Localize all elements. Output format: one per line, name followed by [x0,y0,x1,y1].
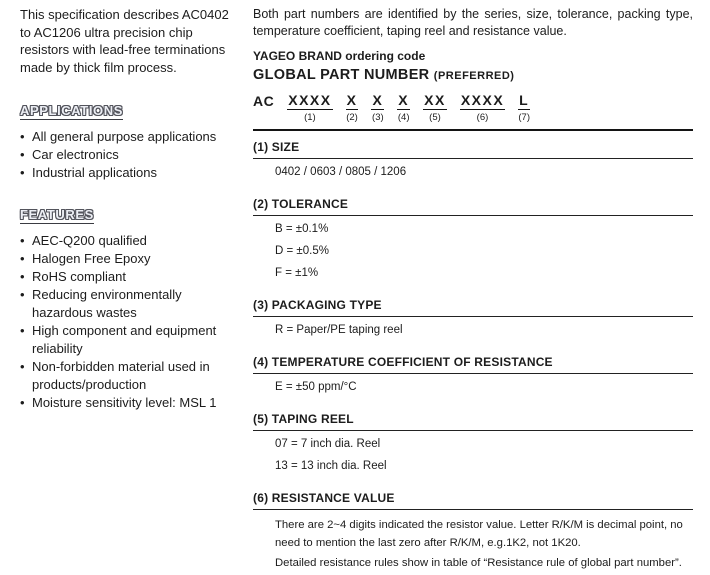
section-tolerance [253,197,693,289]
bullet-icon: • [20,323,25,338]
list-item [20,250,240,268]
section-body [253,159,693,188]
section-title: (2) TOLERANCE [253,197,693,216]
bullet-icon: • [20,395,25,410]
segment-index: (1) [304,112,316,123]
list-item [20,286,240,322]
list-item-text: All general purpose applications [32,129,217,144]
section-size [253,140,693,188]
list-item-text: Moisture sensitivity level: MSL 1 [32,395,217,410]
bullet-icon: • [20,359,25,374]
part-code-prefix: AC [253,93,275,109]
part-code-segment [371,93,384,123]
segment-index: (4) [397,112,410,123]
features-section [20,206,240,412]
segment-index: (2) [346,112,358,123]
section-body [253,374,693,403]
part-number-code [253,93,693,123]
section-line: There are 2~4 digits indicated the resistor value. Letter R/K/M is decimal point, no need to mention the last zero after R/K/M, e.g.1K2, not 1K20. [275,519,683,549]
segment-code: XXXX [288,92,332,108]
list-item [20,128,240,146]
segment-index: (6) [476,112,489,123]
list-item [20,358,240,394]
section-temperature-coefficient [253,355,693,403]
segment-index: (5) [429,112,441,123]
list-item [20,232,240,250]
section-line: 07 = 7 inch dia. Reel [275,438,381,450]
section-title: (3) PACKAGING TYPE [253,298,693,317]
section-body [253,431,693,482]
list-item-text: Car electronics [32,147,119,162]
list-item [20,394,240,412]
features-list [20,232,240,412]
bullet-icon: • [20,251,25,266]
segment-code: X [346,92,358,108]
preferred-label: (PREFERRED) [433,70,515,82]
list-item-text: AEC-Q200 qualified [32,233,147,248]
section-resistance-value [253,491,693,575]
section-taping-reel [253,412,693,482]
list-item [20,322,240,358]
list-item-text: High component and equipment reliability [32,323,217,356]
applications-heading: APPLICATIONS [20,103,124,118]
ordering-intro-paragraph: Both part numbers are identified by the series, size, tolerance, packing type, temperature coefficient, taping reel and resistance value. [253,7,693,38]
bullet-icon: • [20,147,25,162]
section-packaging-type [253,298,693,346]
list-item-text: Reducing environmentally hazardous wastes [32,287,182,320]
section-body [253,510,693,575]
applications-section [20,102,240,182]
bullet-icon: • [20,233,25,248]
segment-code: XXXX [460,92,505,108]
section-line: Detailed resistance rules show in table of “Resistance rule of global part number”. [275,557,682,569]
section-line: D = ±0.5% [275,245,329,257]
global-part-number-heading [253,67,693,83]
applications-list [20,128,240,182]
right-column [253,6,693,575]
global-part-number-text: GLOBAL PART NUMBER [253,67,430,83]
list-item-text: RoHS compliant [32,269,126,284]
section-title: (4) TEMPERATURE COEFFICIENT OF RESISTANCE [253,355,693,374]
yageo-brand-ordering-code-label: YAGEO BRAND ordering code [253,49,426,63]
segment-index: (3) [372,112,384,123]
section-line: F = ±1% [275,267,319,279]
section-line: 0402 / 0603 / 0805 / 1206 [275,166,407,178]
list-item [20,146,240,164]
section-body [253,216,693,289]
bullet-icon: • [20,129,25,144]
segment-code: XX [424,92,446,108]
part-code-segment [460,93,505,123]
list-item-text: Halogen Free Epoxy [32,251,151,266]
section-line: R = Paper/PE taping reel [275,324,403,336]
bullet-icon: • [20,165,25,180]
segment-index: (7) [518,112,531,123]
list-item-text: Industrial applications [32,165,158,180]
part-code-segment [397,93,410,123]
section-title: (5) TAPING REEL [253,412,693,431]
list-item [20,268,240,286]
section-line: B = ±0.1% [275,223,329,235]
part-code-segment [287,93,332,123]
segment-code: X [372,92,384,108]
segment-code: L [519,92,530,108]
part-code-segment [518,93,530,123]
section-title: (1) SIZE [253,140,693,159]
section-line: E = ±50 ppm/°C [275,381,357,393]
features-heading: FEATURES [20,207,94,222]
section-body [253,317,693,346]
section-line: 13 = 13 inch dia. Reel [275,460,387,472]
section-divider-thick [253,129,693,131]
left-column [20,6,240,436]
part-code-segment [346,93,359,123]
bullet-icon: • [20,269,25,284]
segment-code: X [398,92,410,108]
spec-intro-paragraph: This specification describes AC0402 to AC1206 ultra precision chip resistors with lead-free terminations made by thick film process. [20,7,229,75]
bullet-icon: • [20,287,25,302]
section-title: (6) RESISTANCE VALUE [253,491,693,510]
part-code-segment [423,93,447,123]
list-item-text: Non-forbidden material used in products/production [32,359,210,392]
list-item [20,164,240,182]
